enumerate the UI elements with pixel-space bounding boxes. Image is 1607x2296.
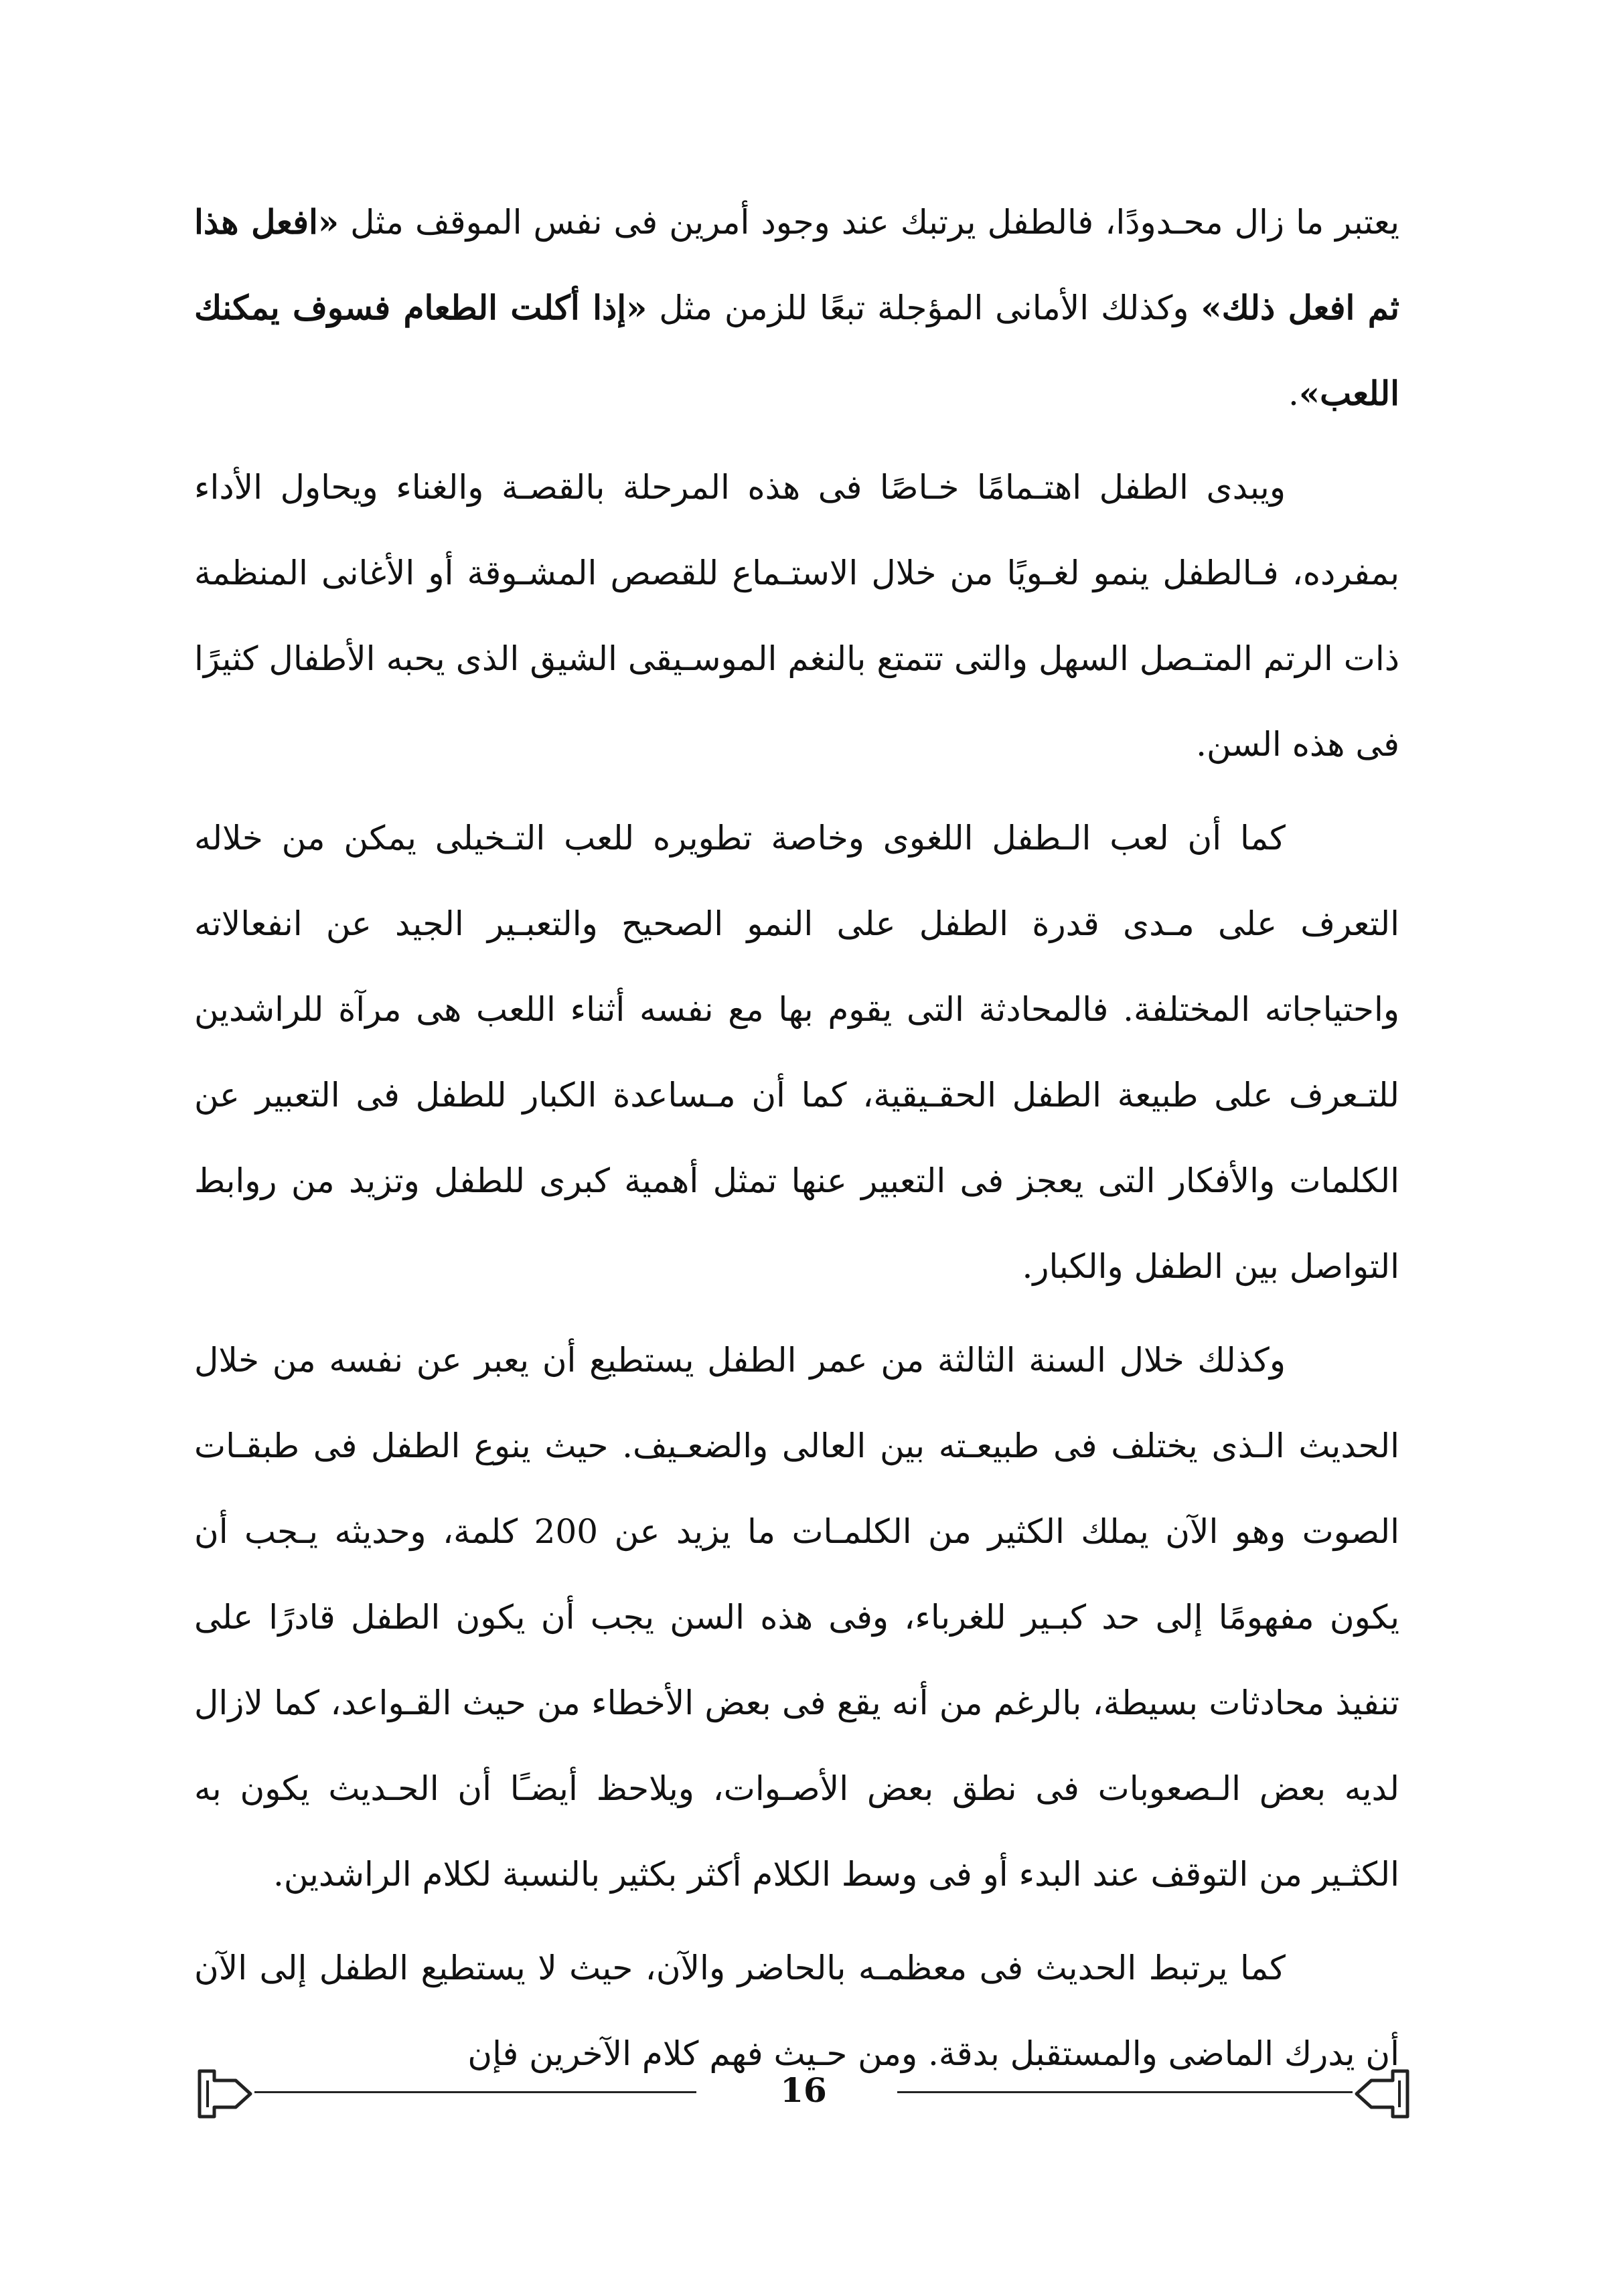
body-text <box>194 179 1399 2105</box>
paragraph-1-end: . <box>1288 374 1299 413</box>
paragraph-3: كما أن لعب الـطفل اللغوى وخاصة تطويره للعب التـخيلى يمكن من خلاله التعرف على مـدى قدرة الطفل على النمو الصحيح والتعبـير الجيد عن انفعالاته واحتياجاته المختلفة. فالمحادثة التى يقوم بها مع نفسه أثناء اللعب هى مرآة للراشدين للتـعرف على طبيعة الطفل الحقـيقية، كما أن مـساعدة الكبار للطفل فى التعبير عن الكلمات والأفكار التى يعجز فى التعبير عنها تمثل أهمية كبرى للطفل وتزيد من روابط التواصل بين الطفل والكبار. <box>194 819 1399 1286</box>
paragraph-2: ويبدى الطفل اهتـمامًا خـاصًا فى هذه المرحلة بالقصـة والغناء ويحاول الأداء بمفرده، فـالطفل ينمو لغـويًا من خلال الاستـماع للقصص المشـوقة أو الأغانى المنظمة ذات الرتم المتـصل السهل والتى تتمتع بالنغم الموسـيقى الشيق الذى يحبه الأطفال كثيرًا فى هذه السن. <box>194 468 1399 764</box>
paragraph-1 <box>194 179 1399 436</box>
quoted-phrase-2: «إذا أكلت الطعام فسوف يمكنك اللعب» <box>194 288 1399 413</box>
paragraph-4: وكذلك خلال السنة الثالثة من عمر الطفل يستطيع أن يعبر عن نفسه من خلال الحديث الـذى يختلف فى طبيعـته بين العالى والضعـيف. حيث ينوع الطفل فى طبقـات الصوت وهو الآن يملك الكثير من الكلمـات ما يزيد عن 200 كلمة، وحديثه يـجب أن يكون مفهومًا إلى حد كبـير للغرباء، وفى هذه السن يجب أن يكون الطفل قادرًا على تنفيذ محادثات بسيطة، بالرغم من أنه يقع فى بعض الأخطاء من حيث القـواعد، كما لازال لديه بعض الـصعوبات فى نطق بعض الأصـوات، ويلاحظ أيضـًا أن الحـديث يكون به الكثـير من التوقف عند البدء أو فى وسط الكلام أكثر بكثير بالنسبة لكلام الراشدين. <box>194 1341 1399 1894</box>
page-number: 16 <box>780 2070 827 2110</box>
paragraph-1-text-continued: وكذلك الأمانى المؤجلة تبعًا للزمن مثل <box>647 289 1201 327</box>
page-footer <box>194 2055 1413 2129</box>
paragraph-5: كما يرتبط الحديث فى معظمـه بالحاضر والآن، حيث لا يستطيع الطفل إلى الآن أن يدرك الماضى والمستقبل بدقة. ومن حـيث فهم كلام الآخرين فإن <box>194 1949 1399 2073</box>
footer-rule-right <box>897 2091 1353 2093</box>
quoted-phrase-1: «افعل هذا ثم افعل ذلك» <box>194 202 1400 327</box>
paragraph-1-text: يعتبر ما زال محـدودًا، فالطفل يرتبك عند وجود أمرين فى نفس الموقف مثل <box>339 203 1399 242</box>
ornament-right-icon <box>1353 2062 1413 2122</box>
